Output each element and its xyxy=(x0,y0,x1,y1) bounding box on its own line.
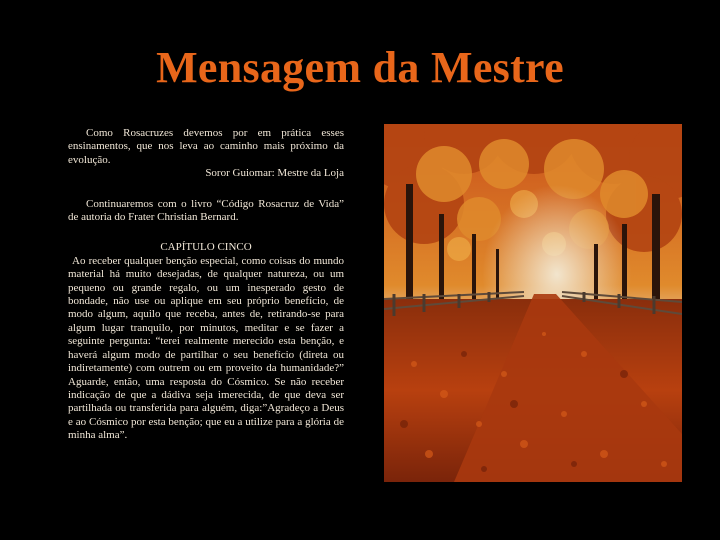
intro-signature: Soror Guiomar: Mestre da Loja xyxy=(205,167,344,180)
autumn-path-illustration xyxy=(384,124,682,482)
intro-paragraph: Como Rosacruzes devemos por em prática esses ensinamentos, que nos leva ao caminho mais próximo da evolução. xyxy=(68,127,344,166)
chapter-body: Ao receber qualquer benção especial, como coisas do mundo material há muito desejadas, de qualquer natureza, ou um pequeno ou grande regalo, ou um inesperado gesto de bondade, não use ou aplique em seu próprio benefício, de modo algum, aquilo que receba, antes de, retirando-se para algum lugar tranquilo, por minutos, meditar e se fazer a seguinte pergunta: “terei realmente merecido esta benção, e haverá algum modo de partilhar o seu benefício (direta ou indiretamente) com outrem ou em proveito da humanidade?” Aguarde, então, uma resposta do Cósmico. Se não receber indicação de que a dádiva seja imerecida, de que deva ser partilhada ou transferida para alguém, diga:”Agradeço a Deus e ao Cósmico por esta benção; que eu a utilize para a glória de minha alma”. xyxy=(68,254,344,442)
chapter-heading: CAPÍTULO CINCO xyxy=(160,241,252,254)
autumn-path-photo xyxy=(384,124,682,482)
continuation-paragraph: Continuaremos com o livro “Código Rosacruz de Vida” de autoria do Frater Christian Bernard. xyxy=(68,197,344,224)
page-title: Mensagem da Mestre xyxy=(156,43,564,92)
message-text-column xyxy=(68,127,344,443)
